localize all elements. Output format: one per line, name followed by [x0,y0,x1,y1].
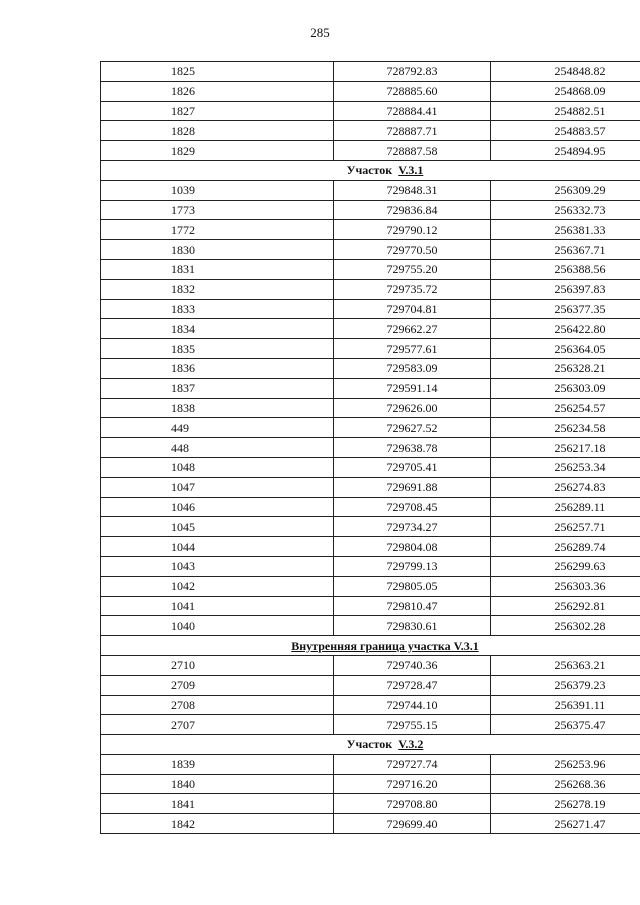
x-coordinate-cell: 728887.71 [334,121,491,141]
section-title-text: Внутренняя граница участка V.3.1 [291,638,479,653]
x-coordinate-cell: 729799.13 [334,556,491,576]
table-row [101,576,640,596]
point-number-cell: 2708 [101,695,334,715]
table-row [101,655,640,675]
section-prefix: Участок [346,163,393,178]
section-prefix: Участок [346,737,393,752]
table-row [101,675,640,695]
y-coordinate-cell: 256292.81 [491,596,640,616]
x-coordinate-cell: 728792.83 [334,62,491,82]
table-row [101,477,640,497]
table-row [101,537,640,557]
y-coordinate-cell: 256375.47 [491,715,640,735]
point-number-cell: 1045 [101,517,334,537]
table-row [101,339,640,359]
y-coordinate-cell: 256397.83 [491,279,640,299]
y-coordinate-cell: 256381.33 [491,220,640,240]
x-coordinate-cell: 729583.09 [334,358,491,378]
table-row [101,754,640,774]
point-number-cell: 1841 [101,794,334,814]
x-coordinate-cell: 729810.47 [334,596,491,616]
table-row [101,141,640,161]
x-coordinate-cell: 729744.10 [334,695,491,715]
y-coordinate-cell: 256217.18 [491,438,640,458]
table-row [101,438,640,458]
point-number-cell: 1837 [101,378,334,398]
section-code: V.3.2 [398,737,424,752]
point-number-cell: 1039 [101,180,334,200]
point-number-cell: 448 [101,438,334,458]
y-coordinate-cell: 256309.29 [491,180,640,200]
x-coordinate-cell: 729755.15 [334,715,491,735]
table-row [101,556,640,576]
x-coordinate-cell: 729662.27 [334,319,491,339]
point-number-cell: 1048 [101,457,334,477]
point-number-cell: 1042 [101,576,334,596]
point-number-cell: 1772 [101,220,334,240]
table-row [101,259,640,279]
point-number-cell: 1840 [101,774,334,794]
table-row [101,616,640,636]
section-header-row [101,160,640,180]
table-row [101,457,640,477]
y-coordinate-cell: 256328.21 [491,358,640,378]
point-number-cell: 1829 [101,141,334,161]
point-number-cell: 2710 [101,655,334,675]
y-coordinate-cell: 256271.47 [491,814,640,834]
point-number-cell: 1040 [101,616,334,636]
page-number: 285 [310,25,330,40]
table-row [101,715,640,735]
x-coordinate-cell: 729626.00 [334,398,491,418]
table-row [101,774,640,794]
x-coordinate-cell: 729591.14 [334,378,491,398]
table-row [101,121,640,141]
y-coordinate-cell: 254883.57 [491,121,640,141]
section-title [101,636,640,656]
coordinates-table-body [101,62,640,834]
table-row [101,62,640,82]
table-row [101,596,640,616]
table-row [101,200,640,220]
point-number-cell: 449 [101,418,334,438]
y-coordinate-cell: 256268.36 [491,774,640,794]
y-coordinate-cell: 256363.21 [491,655,640,675]
section-title [101,160,640,180]
section-header-row [101,735,640,755]
point-number-cell: 1047 [101,477,334,497]
table-row [101,418,640,438]
x-coordinate-cell: 729727.74 [334,754,491,774]
x-coordinate-cell: 729804.08 [334,537,491,557]
table-row [101,240,640,260]
x-coordinate-cell: 729638.78 [334,438,491,458]
y-coordinate-cell: 256254.57 [491,398,640,418]
point-number-cell: 2709 [101,675,334,695]
table-row [101,695,640,715]
y-coordinate-cell: 254868.09 [491,81,640,101]
y-coordinate-cell: 254882.51 [491,101,640,121]
y-coordinate-cell: 256289.74 [491,537,640,557]
point-number-cell: 1842 [101,814,334,834]
table-row [101,358,640,378]
x-coordinate-cell: 729708.45 [334,497,491,517]
y-coordinate-cell: 254848.82 [491,62,640,82]
point-number-cell: 1826 [101,81,334,101]
x-coordinate-cell: 729755.20 [334,259,491,279]
section-header-row [101,636,640,656]
point-number-cell: 1833 [101,299,334,319]
x-coordinate-cell: 729627.52 [334,418,491,438]
y-coordinate-cell: 256257.71 [491,517,640,537]
y-coordinate-cell: 256303.36 [491,576,640,596]
point-number-cell: 1839 [101,754,334,774]
point-number-cell: 1773 [101,200,334,220]
y-coordinate-cell: 256234.58 [491,418,640,438]
y-coordinate-cell: 256379.23 [491,675,640,695]
x-coordinate-cell: 729805.05 [334,576,491,596]
table-row [101,299,640,319]
table-row [101,814,640,834]
point-number-cell: 1835 [101,339,334,359]
x-coordinate-cell: 729699.40 [334,814,491,834]
point-number-cell: 2707 [101,715,334,735]
point-number-cell: 1046 [101,497,334,517]
x-coordinate-cell: 729691.88 [334,477,491,497]
x-coordinate-cell: 729770.50 [334,240,491,260]
table-row [101,180,640,200]
x-coordinate-cell: 728885.60 [334,81,491,101]
table-row [101,517,640,537]
point-number-cell: 1825 [101,62,334,82]
table-row [101,101,640,121]
y-coordinate-cell: 256253.34 [491,457,640,477]
table-row [101,220,640,240]
section-title [101,735,640,755]
y-coordinate-cell: 256253.96 [491,754,640,774]
x-coordinate-cell: 729790.12 [334,220,491,240]
point-number-cell: 1044 [101,537,334,557]
x-coordinate-cell: 728887.58 [334,141,491,161]
y-coordinate-cell: 256332.73 [491,200,640,220]
y-coordinate-cell: 256422.80 [491,319,640,339]
y-coordinate-cell: 256289.11 [491,497,640,517]
x-coordinate-cell: 729708.80 [334,794,491,814]
point-number-cell: 1838 [101,398,334,418]
x-coordinate-cell: 729735.72 [334,279,491,299]
table-row [101,794,640,814]
y-coordinate-cell: 256299.63 [491,556,640,576]
table-row [101,279,640,299]
x-coordinate-cell: 729728.47 [334,675,491,695]
point-number-cell: 1830 [101,240,334,260]
y-coordinate-cell: 256391.11 [491,695,640,715]
y-coordinate-cell: 256388.56 [491,259,640,279]
table-row [101,378,640,398]
point-number-cell: 1827 [101,101,334,121]
point-number-cell: 1043 [101,556,334,576]
y-coordinate-cell: 254894.95 [491,141,640,161]
x-coordinate-cell: 729705.41 [334,457,491,477]
x-coordinate-cell: 729704.81 [334,299,491,319]
x-coordinate-cell: 729734.27 [334,517,491,537]
y-coordinate-cell: 256377.35 [491,299,640,319]
table-row [101,497,640,517]
point-number-cell: 1041 [101,596,334,616]
point-number-cell: 1834 [101,319,334,339]
y-coordinate-cell: 256278.19 [491,794,640,814]
point-number-cell: 1828 [101,121,334,141]
y-coordinate-cell: 256303.09 [491,378,640,398]
y-coordinate-cell: 256367.71 [491,240,640,260]
x-coordinate-cell: 729836.84 [334,200,491,220]
x-coordinate-cell: 728884.41 [334,101,491,121]
point-number-cell: 1836 [101,358,334,378]
y-coordinate-cell: 256364.05 [491,339,640,359]
x-coordinate-cell: 729716.20 [334,774,491,794]
table-row [101,81,640,101]
coordinates-table [100,61,640,834]
section-code: V.3.1 [398,163,424,178]
point-number-cell: 1831 [101,259,334,279]
table-row [101,398,640,418]
y-coordinate-cell: 256274.83 [491,477,640,497]
x-coordinate-cell: 729577.61 [334,339,491,359]
x-coordinate-cell: 729848.31 [334,180,491,200]
point-number-cell: 1832 [101,279,334,299]
x-coordinate-cell: 729740.36 [334,655,491,675]
y-coordinate-cell: 256302.28 [491,616,640,636]
x-coordinate-cell: 729830.61 [334,616,491,636]
table-row [101,319,640,339]
